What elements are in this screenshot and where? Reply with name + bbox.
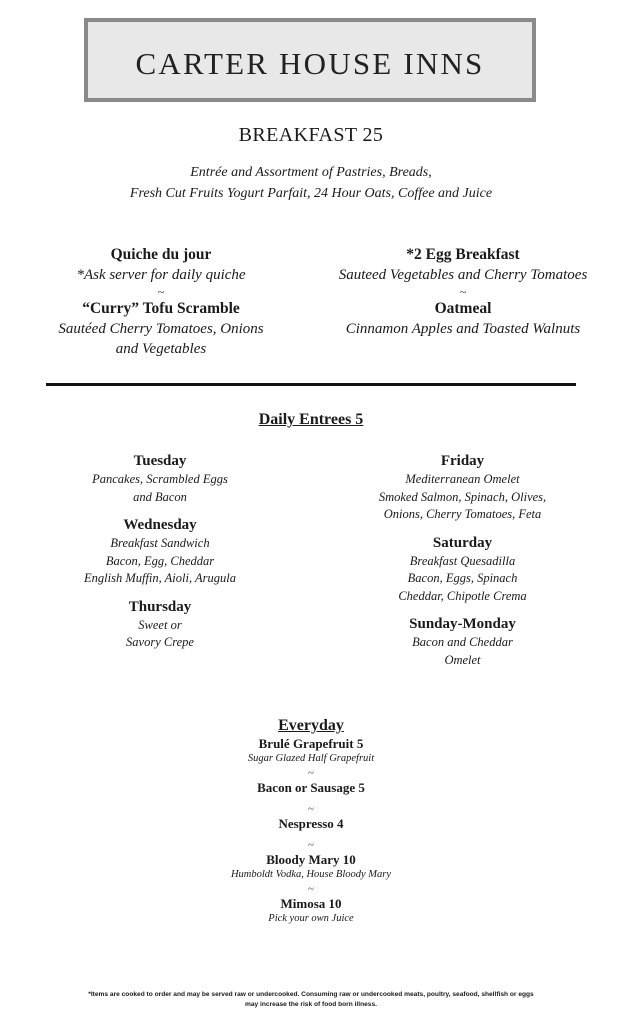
- daily-column-left: [55, 452, 265, 662]
- breakfast-desc-line: Entrée and Assortment of Pastries, Breads,: [190, 165, 432, 180]
- entree-name: “Curry” Tofu Scramble: [82, 300, 240, 317]
- entree-desc: Cinnamon Apples and Toasted Walnuts: [345, 321, 581, 337]
- day-name: Friday: [440, 453, 485, 469]
- day-desc: English Muffin, Aioli, Arugula: [84, 571, 236, 585]
- separator: ~: [308, 803, 314, 815]
- allergy-footnote: [0, 990, 622, 1009]
- day-desc: Breakfast Quesadilla: [409, 553, 516, 568]
- everyday-item-desc: Sugar Glazed Half Grapefruit: [247, 753, 375, 764]
- everyday-heading-text: Everyday: [278, 717, 344, 734]
- day-name: Wednesday: [123, 517, 197, 533]
- entree-name: Quiche du jour: [110, 246, 212, 263]
- restaurant-title: CARTER HOUSE INNS: [135, 46, 485, 81]
- day-desc: Onions, Cherry Tomatoes, Feta: [383, 507, 542, 521]
- day-name: Thursday: [128, 598, 192, 615]
- entree-name: *2 Egg Breakfast: [406, 246, 520, 263]
- entree-column-left: [40, 245, 282, 359]
- entree-desc: Sautéed Cherry Tomatoes, Onions: [58, 321, 264, 337]
- day-desc: Bacon, Egg, Cheddar: [105, 553, 215, 568]
- day-desc: Omelet: [444, 652, 481, 667]
- separator: ~: [459, 285, 467, 299]
- everyday-item-name: Brulé Grapefruit 5: [258, 736, 364, 751]
- separator: ~: [308, 767, 314, 779]
- daily-column-right: [350, 452, 575, 679]
- everyday-item-desc: Humboldt Vodka, House Bloody Mary: [230, 869, 392, 880]
- daily-item: [350, 452, 575, 524]
- day-desc: Mediterranean Omelet: [405, 472, 520, 486]
- daily-item: [55, 598, 265, 652]
- entree-desc: Sauteed Vegetables and Cherry Tomatoes: [338, 267, 588, 283]
- footnote-line: may increase the risk of food born illness.: [245, 1000, 377, 1008]
- everyday-item-name: Nespresso 4: [278, 816, 344, 831]
- daily-item: [55, 516, 265, 588]
- day-name: Sunday-Monday: [409, 616, 516, 632]
- entree-name: Oatmeal: [434, 300, 492, 317]
- everyday-section: [0, 716, 622, 926]
- breakfast-description: [0, 162, 622, 204]
- everyday-item-desc: Pick your own Juice: [268, 913, 354, 924]
- footnote-line: *Items are cooked to order and may be served raw or undercooked. Consuming raw or undercooked meats, poultry, seafood, shellfish or eggs: [88, 991, 534, 998]
- day-desc: Cheddar, Chipotle Crema: [398, 588, 527, 603]
- entree-desc: and Vegetables: [115, 341, 207, 357]
- entree-desc: *Ask server for daily quiche: [76, 267, 246, 283]
- everyday-item-name: Bloody Mary 10: [266, 852, 356, 867]
- daily-entrees-heading-text: Daily Entrees 5: [258, 411, 364, 428]
- day-desc: Pancakes, Scrambled Eggs: [92, 472, 228, 486]
- header-banner: [84, 18, 536, 102]
- everyday-item-name: Mimosa 10: [280, 896, 342, 911]
- section-divider: [46, 383, 576, 386]
- day-desc: Savory Crepe: [126, 635, 194, 649]
- day-desc: Bacon and Cheddar: [412, 635, 513, 649]
- daily-item: [350, 615, 575, 669]
- breakfast-title: BREAKFAST 25: [238, 124, 384, 146]
- separator: ~: [308, 839, 314, 851]
- day-desc: Breakfast Sandwich: [110, 536, 210, 550]
- day-desc: and Bacon: [133, 489, 187, 504]
- daily-item: [55, 452, 265, 506]
- daily-entrees-heading: [0, 411, 622, 429]
- separator: ~: [157, 285, 165, 299]
- day-name: Saturday: [432, 534, 493, 551]
- day-desc: Bacon, Eggs, Spinach: [407, 571, 518, 585]
- breakfast-desc-line: Fresh Cut Fruits Yogurt Parfait, 24 Hour Oats, Coffee and Juice: [129, 186, 493, 201]
- day-desc: Sweet or: [138, 617, 182, 632]
- daily-item: [350, 534, 575, 606]
- everyday-item-name: Bacon or Sausage 5: [257, 780, 365, 795]
- day-desc: Smoked Salmon, Spinach, Olives,: [378, 489, 547, 504]
- separator: ~: [308, 883, 314, 895]
- entree-column-right: [322, 245, 604, 339]
- everyday-heading: [0, 716, 622, 736]
- day-name: Tuesday: [133, 453, 187, 469]
